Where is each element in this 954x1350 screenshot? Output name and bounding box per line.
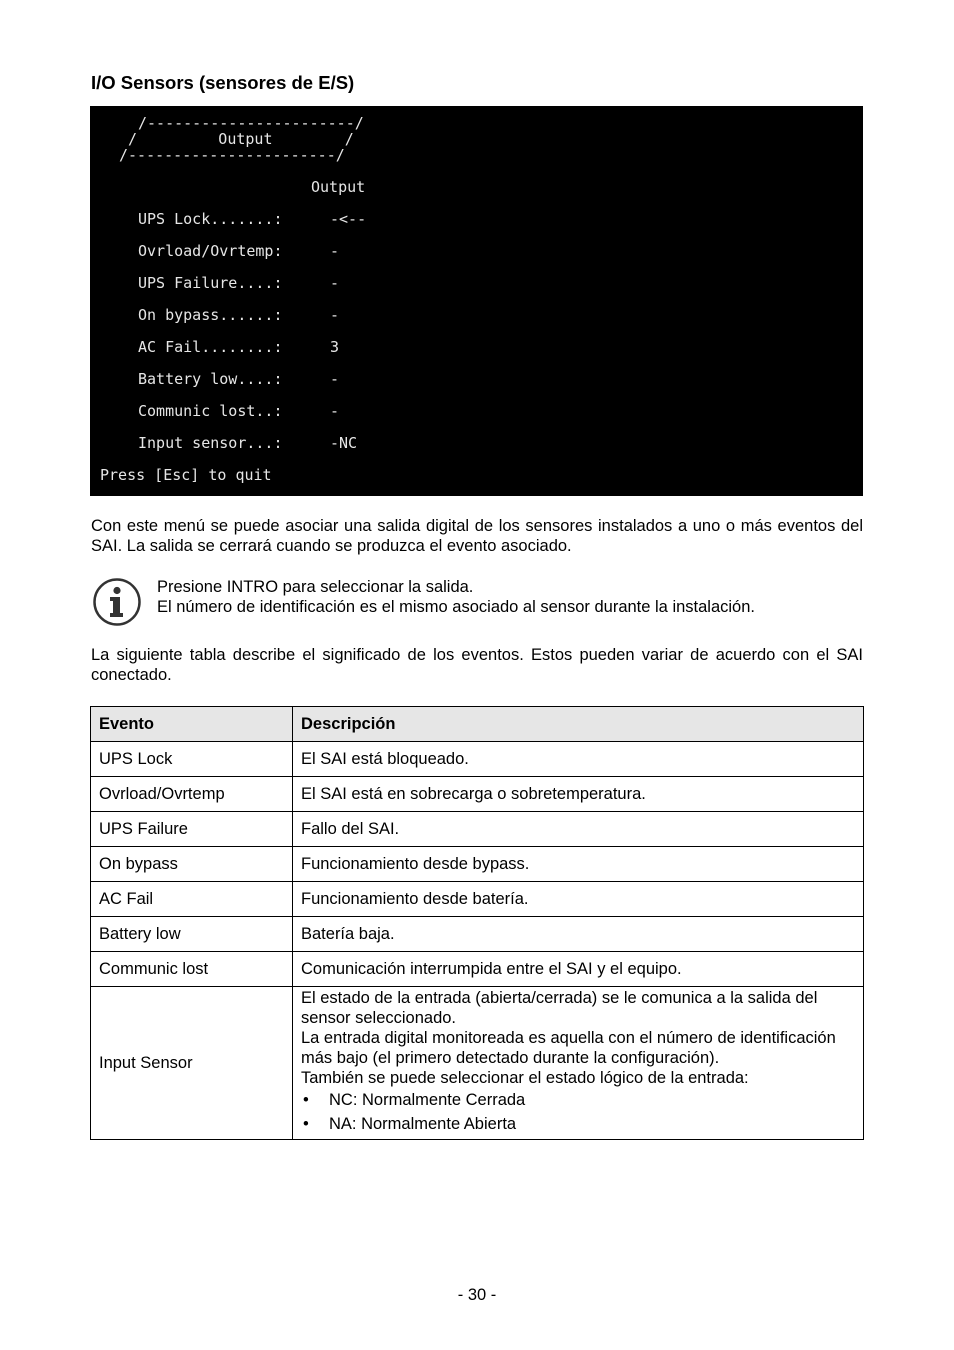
terminal-row-label: Battery low....: — [138, 370, 283, 388]
terminal-row-label: Input sensor...: — [138, 434, 283, 452]
event-cell: Ovrload/Ovrtemp — [91, 777, 293, 812]
table-row — [91, 812, 864, 847]
event-cell: On bypass — [91, 847, 293, 882]
terminal-row-value[interactable]: - — [330, 242, 340, 260]
terminal-row-value[interactable]: - — [330, 306, 340, 324]
description-cell: El SAI está en sobrecarga o sobretemperatura. — [293, 777, 864, 812]
table-row — [91, 882, 864, 917]
description-cell: Fallo del SAI. — [293, 812, 864, 847]
table-row — [91, 987, 864, 1140]
table-row — [91, 847, 864, 882]
description-line: La entrada digital monitoreada es aquella con el número de identificación más bajo (el primero detectado durante la configuración). — [301, 1029, 836, 1067]
table-row — [91, 742, 864, 777]
table-intro-paragraph: La siguiente tabla describe el significado de los eventos. Estos pueden variar de acuerdo con el SAI conectado. — [91, 646, 863, 684]
bullet-item: • NC: Normalmente Cerrada — [301, 1088, 855, 1112]
terminal-row-value[interactable]: - — [330, 402, 340, 420]
terminal-screen — [90, 106, 863, 496]
column-header: Evento — [91, 707, 293, 742]
page-number: - 30 - — [457, 1286, 497, 1304]
terminal-row-label: Ovrload/Ovrtemp: — [138, 242, 283, 260]
terminal-footer: Press [Esc] to quit — [100, 466, 272, 484]
terminal-row-label: Communic lost..: — [138, 402, 283, 420]
event-cell: Battery low — [91, 917, 293, 952]
bullet-item: • NA: Normalmente Abierta — [301, 1112, 855, 1136]
intro-paragraph: Con este menú se puede asociar una salida digital de los sensores instalados a uno o más eventos del SAI. La salida se cerrará cuando se produzca el evento asociado. — [91, 517, 863, 555]
terminal-row-value[interactable]: 3 — [330, 338, 340, 356]
description-line: El estado de la entrada (abierta/cerrada) se le comunica a la salida del sensor seleccionado. — [301, 989, 818, 1027]
event-cell: UPS Failure — [91, 812, 293, 847]
table-header-row — [91, 707, 864, 742]
terminal-row-value[interactable]: - — [330, 370, 340, 388]
terminal-row-label: UPS Lock.......: — [138, 210, 283, 228]
info-line: Presione INTRO para seleccionar la salida. — [157, 578, 474, 596]
events-table — [90, 706, 864, 1140]
description-cell: Funcionamiento desde batería. — [293, 882, 864, 917]
bullet-list — [301, 1088, 855, 1136]
terminal-row-value[interactable]: -NC — [330, 434, 358, 452]
terminal-row-label: AC Fail........: — [138, 338, 283, 356]
description-cell: Batería baja. — [293, 917, 864, 952]
terminal-row-label: On bypass......: — [138, 306, 283, 324]
table-row — [91, 917, 864, 952]
description-line: También se puede seleccionar el estado lógico de la entrada: — [301, 1069, 749, 1087]
event-cell: AC Fail — [91, 882, 293, 917]
info-note — [157, 577, 755, 617]
table-row — [91, 777, 864, 812]
event-cell: Input Sensor — [91, 987, 293, 1140]
description-cell: Comunicación interrumpida entre el SAI y el equipo. — [293, 952, 864, 987]
table-row — [91, 952, 864, 987]
event-cell: UPS Lock — [91, 742, 293, 777]
terminal-row-label: UPS Failure....: — [138, 274, 283, 292]
description-cell: Funcionamiento desde bypass. — [293, 847, 864, 882]
terminal-column-header: Output — [311, 178, 366, 196]
terminal-row-value[interactable]: -<-- — [330, 210, 367, 228]
column-header: Descripción — [293, 707, 864, 742]
description-cell: El SAI está bloqueado. — [293, 742, 864, 777]
terminal-box-title: / Output / — [128, 130, 354, 148]
event-cell: Communic lost — [91, 952, 293, 987]
info-icon — [92, 577, 142, 627]
section-heading: I/O Sensors (sensores de E/S) — [91, 72, 355, 93]
info-line: El número de identificación es el mismo asociado al sensor durante la instalación. — [157, 598, 755, 616]
terminal-box-top: /-----------------------/ — [138, 114, 364, 132]
description-cell — [293, 987, 864, 1140]
terminal-row-value[interactable]: - — [330, 274, 340, 292]
terminal-box-bottom: /-----------------------/ — [119, 146, 345, 164]
